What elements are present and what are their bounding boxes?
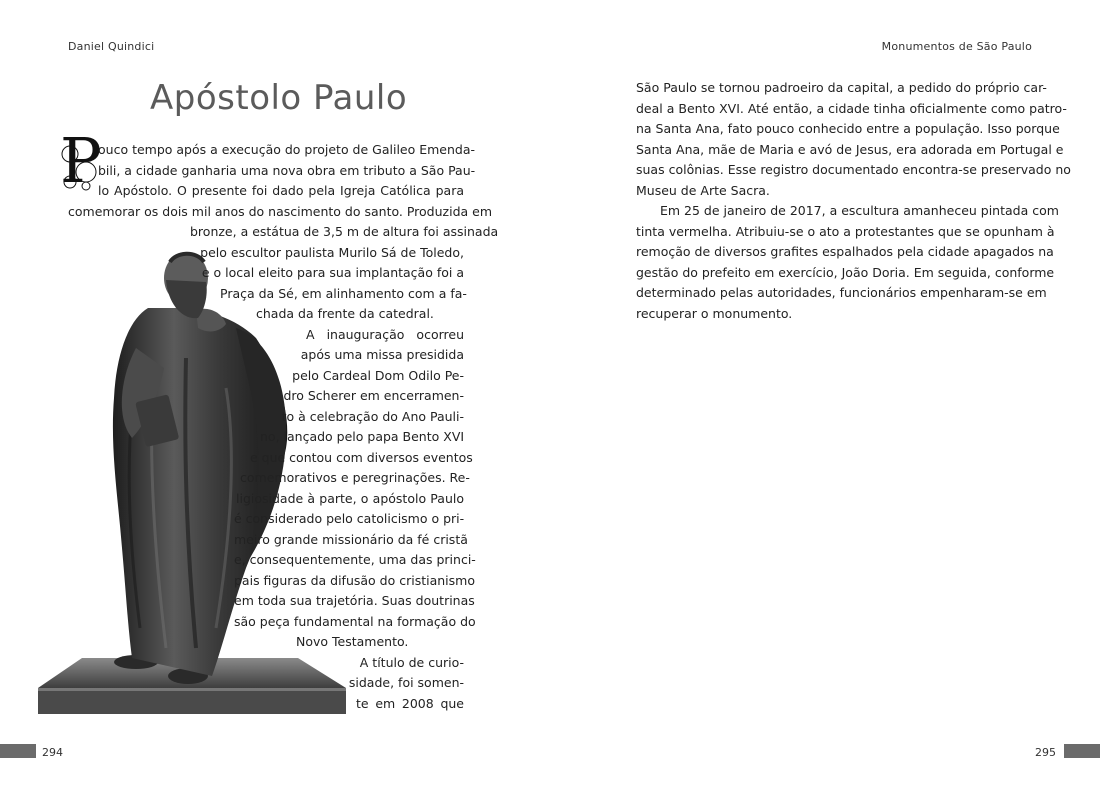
text-line: A título de curio- bbox=[359, 654, 464, 670]
text-line: lo Apóstolo. O presente foi dado pela Igreja Católica para bbox=[98, 183, 464, 198]
text-line: meiro grande missionário da fé cristã bbox=[234, 531, 468, 547]
text-line: gestão do prefeito em exercício, João Doria. Em seguida, conforme bbox=[636, 264, 1055, 280]
chapter-title: Apóstolo Paulo bbox=[150, 78, 408, 118]
page-number-text: 294 bbox=[42, 746, 63, 759]
drop-cap-letter: P bbox=[60, 124, 102, 197]
text-line: pais figuras da difusão do cristianismo bbox=[234, 572, 475, 588]
text-line: dro Scherer em encerramen- bbox=[283, 388, 464, 403]
text-line: te em 2008 que bbox=[356, 695, 464, 711]
text-line: e o local eleito para sua implantação foi a bbox=[201, 265, 464, 280]
running-header-author: Daniel Quindici bbox=[68, 40, 155, 53]
text-line: deal a Bento XVI. Até então, a cidade tinha oficialmente como patro- bbox=[636, 100, 1067, 116]
text-line: determinado pelas autoridades, funcionários empenharam-se em bbox=[636, 285, 1047, 300]
text-line: e que contou com diversos eventos bbox=[250, 449, 473, 465]
text-line: ouco tempo após a execução do projeto de Galileo Emenda- bbox=[98, 142, 476, 157]
page-number-left bbox=[0, 744, 80, 758]
drop-cap bbox=[60, 124, 102, 197]
page-number-text: 295 bbox=[1035, 746, 1056, 759]
page-number-right bbox=[1020, 744, 1100, 758]
text-line: tinta vermelha. Atribuiu-se o ato a protestantes que se opunham à bbox=[636, 223, 1055, 239]
text-line: Praça da Sé, em alinhamento com a fa- bbox=[220, 285, 467, 301]
text-line: pelo escultor paulista Murilo Sá de Toledo, bbox=[200, 244, 464, 260]
text-line: e, consequentemente, uma das princi- bbox=[234, 552, 476, 567]
text-line: após uma missa presidida bbox=[300, 347, 464, 362]
running-header-book-title: Monumentos de São Paulo bbox=[881, 40, 1032, 53]
text-line: recuperar o monumento. bbox=[636, 305, 793, 321]
text-line: Em 25 de janeiro de 2017, a escultura amanheceu pintada com bbox=[660, 203, 1059, 218]
text-line: Novo Testamento. bbox=[296, 634, 409, 649]
text-line: São Paulo se tornou padroeiro da capital, a pedido do próprio car- bbox=[636, 80, 1047, 95]
text-line: bronze, a estátua de 3,5 m de altura foi assinada bbox=[190, 224, 499, 239]
text-line: suas colônias. Esse registro documentado encontra-se preservado no bbox=[636, 162, 1071, 177]
text-line: Santa Ana, mãe de Maria e avó de Jesus, era adorada em Portugal e bbox=[636, 141, 1064, 157]
text-line: ligiosidade à parte, o apóstolo Paulo bbox=[236, 490, 464, 506]
text-line: sidade, foi somen- bbox=[348, 675, 464, 690]
text-line: chada da frente da catedral. bbox=[256, 306, 434, 321]
text-line: A inauguração ocorreu bbox=[306, 326, 464, 342]
page-tab-marker bbox=[1064, 744, 1100, 758]
page-tab-marker bbox=[0, 744, 36, 758]
text-line: Museu de Arte Sacra. bbox=[636, 182, 770, 198]
text-line: comemorar os dois mil anos do nascimento do santo. Produzida em bbox=[68, 203, 492, 219]
text-line: é considerado pelo catolicismo o pri- bbox=[234, 511, 465, 526]
text-line: to à celebração do Ano Pauli- bbox=[281, 408, 464, 424]
text-line: no, lançado pelo papa Bento XVI bbox=[260, 429, 465, 444]
text-line: pelo Cardeal Dom Odilo Pe- bbox=[292, 367, 464, 383]
text-line: são peça fundamental na formação do bbox=[234, 613, 476, 629]
text-line: na Santa Ana, fato pouco conhecido entre a população. Isso porque bbox=[636, 121, 1060, 136]
text-line: bili, a cidade ganharia uma nova obra em tributo a São Pau- bbox=[98, 162, 476, 178]
text-line: comemorativos e peregrinações. Re- bbox=[240, 470, 470, 485]
text-line: em toda sua trajetória. Suas doutrinas bbox=[234, 593, 475, 608]
text-line: remoção de diversos grafites espalhados pela cidade apagados na bbox=[636, 244, 1054, 259]
